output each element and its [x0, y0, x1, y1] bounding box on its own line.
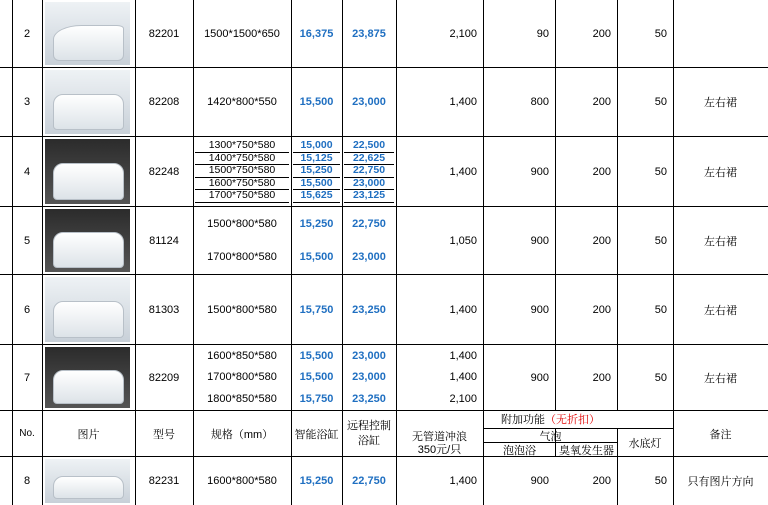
- remote-price: 23,000: [352, 96, 386, 108]
- light-price: 50: [654, 96, 667, 108]
- header-airbubble: 气泡: [539, 430, 562, 443]
- ozone-price: 200: [592, 165, 611, 178]
- header-addon: [484, 411, 617, 427]
- remote-price: 23,250: [352, 303, 386, 316]
- light-price: 50: [654, 371, 667, 384]
- row-model: 82248: [148, 165, 180, 178]
- ozone-price: 200: [592, 27, 611, 40]
- smart-price: 15,750: [299, 303, 334, 316]
- header-bubblebath: 泡泡浴: [503, 444, 536, 457]
- row-model: 82209: [148, 371, 180, 384]
- flush-price: 2,100: [449, 27, 477, 40]
- bubble-price: 900: [530, 234, 549, 247]
- ozone-price: 200: [592, 234, 611, 247]
- smart-price: 15,500: [299, 251, 334, 264]
- smart-price: 15,250: [299, 217, 334, 230]
- remote-price: 22,750: [352, 475, 386, 487]
- remote-price: 23,000: [352, 349, 386, 362]
- spec-value: 1300*750*580: [195, 139, 289, 153]
- smart-price: 15,250: [293, 164, 340, 178]
- remote-price: 22,750: [344, 164, 394, 178]
- row-model: 82208: [148, 96, 180, 108]
- smart-price: 15,500: [299, 371, 334, 384]
- smart-price: 15,125: [293, 152, 340, 166]
- remote-price: 22,625: [344, 152, 394, 166]
- row-note: [673, 0, 768, 67]
- smart-price: 16,375: [299, 27, 334, 40]
- header-no: No.: [19, 428, 35, 439]
- spec-value: 1700*800*580: [207, 251, 277, 264]
- header-remote-line2: 浴缸: [358, 435, 380, 447]
- bubble-price: 900: [530, 165, 549, 178]
- flush-price: 1,400: [449, 165, 477, 178]
- header-flush-line2: 350元/只: [417, 443, 462, 456]
- smart-price: 15,250: [299, 475, 334, 487]
- bathtub-photo: [45, 347, 130, 408]
- bubble-price: 900: [530, 371, 549, 384]
- header-remote-line1: 远程控制: [347, 420, 391, 432]
- remote-price: 23,000: [352, 371, 386, 384]
- row-note: 左右裙: [704, 372, 737, 385]
- spec-value: 1800*850*580: [207, 393, 277, 406]
- flush-price: 1,400: [449, 349, 477, 362]
- smart-price: 15,500: [293, 177, 340, 191]
- spec-value: 1600*750*580: [195, 177, 289, 191]
- header-smart: 智能浴缸: [294, 428, 339, 441]
- bathtub-photo: [45, 2, 130, 65]
- light-price: 50: [654, 303, 667, 316]
- flush-price: 1,400: [449, 96, 477, 108]
- spec-value: 1600*850*580: [207, 349, 277, 362]
- bathtub-photo: [45, 459, 130, 503]
- row-no: 2: [23, 27, 31, 40]
- header-addon-note: （无折扣）: [545, 414, 600, 426]
- smart-price: 15,625: [293, 189, 340, 203]
- spec-value: 1500*800*580: [207, 217, 277, 230]
- row-model: 81124: [149, 234, 179, 247]
- header-light: 水底灯: [628, 437, 662, 450]
- light-price: 50: [654, 475, 667, 487]
- bubble-price: 90: [536, 27, 549, 40]
- bubble-price: 900: [530, 303, 549, 316]
- row-no: 6: [23, 303, 31, 316]
- header-image: 图片: [77, 428, 100, 441]
- row-note: 只有图片方向: [687, 476, 754, 488]
- spec-value: 1500*800*580: [207, 303, 277, 316]
- row-model: 82201: [148, 27, 180, 40]
- row-no: 4: [23, 165, 31, 178]
- header-spec: 规格（mm）: [210, 428, 274, 441]
- spec-value: 1600*800*580: [207, 475, 277, 487]
- ozone-price: 200: [592, 371, 611, 384]
- row-no: 7: [23, 371, 31, 384]
- ozone-price: 200: [592, 96, 611, 108]
- row-note: 左右裙: [704, 304, 737, 317]
- bubble-price: 900: [530, 475, 549, 487]
- bathtub-photo: [45, 209, 130, 272]
- row-model: 82231: [148, 475, 180, 487]
- row-note: 左右裙: [704, 97, 737, 109]
- smart-price: 15,000: [293, 139, 340, 153]
- remote-price: 23,250: [352, 393, 386, 406]
- header-addon-label: 附加功能: [501, 414, 545, 426]
- spec-value: 1500*750*580: [195, 164, 289, 178]
- header-ozone: 臭氧发生器: [559, 444, 614, 457]
- bubble-price: 800: [530, 96, 549, 108]
- row-no: 8: [23, 475, 31, 487]
- header-note: 备注: [709, 428, 732, 441]
- row-no: 3: [23, 96, 31, 108]
- row-no: 5: [23, 234, 31, 247]
- smart-price: 15,500: [299, 349, 334, 362]
- smart-price: 15,750: [299, 393, 334, 406]
- row-note: 左右裙: [704, 235, 737, 248]
- spec-value: 1500*1500*650: [204, 27, 280, 40]
- header-model: 型号: [153, 428, 175, 441]
- remote-price: 23,875: [352, 27, 386, 40]
- remote-price: 23,125: [344, 189, 394, 203]
- spec-value: 1700*800*580: [207, 371, 277, 384]
- light-price: 50: [654, 27, 667, 40]
- bathtub-photo: [45, 139, 130, 204]
- spec-value: 1700*750*580: [195, 189, 289, 203]
- light-price: 50: [654, 165, 667, 178]
- smart-price: 15,500: [299, 96, 334, 108]
- bathtub-photo: [45, 277, 130, 342]
- flush-price: 1,400: [449, 475, 477, 487]
- ozone-price: 200: [592, 303, 611, 316]
- row-note: 左右裙: [704, 166, 737, 179]
- header-flush-line1: 无管道冲浪: [412, 431, 467, 443]
- spec-value: 1400*750*580: [195, 152, 289, 166]
- flush-price: 1,050: [449, 234, 477, 247]
- flush-price: 1,400: [449, 303, 477, 316]
- flush-price: 2,100: [449, 393, 477, 406]
- spec-value: 1420*800*550: [207, 96, 277, 108]
- light-price: 50: [654, 234, 667, 247]
- remote-price: 23,000: [352, 251, 386, 264]
- bathtub-photo: [45, 70, 130, 134]
- remote-price: 22,500: [344, 139, 394, 153]
- flush-price: 1,400: [449, 371, 477, 384]
- row-model: 81303: [148, 303, 180, 316]
- ozone-price: 200: [592, 475, 611, 487]
- remote-price: 22,750: [352, 217, 386, 230]
- remote-price: 23,000: [344, 177, 394, 191]
